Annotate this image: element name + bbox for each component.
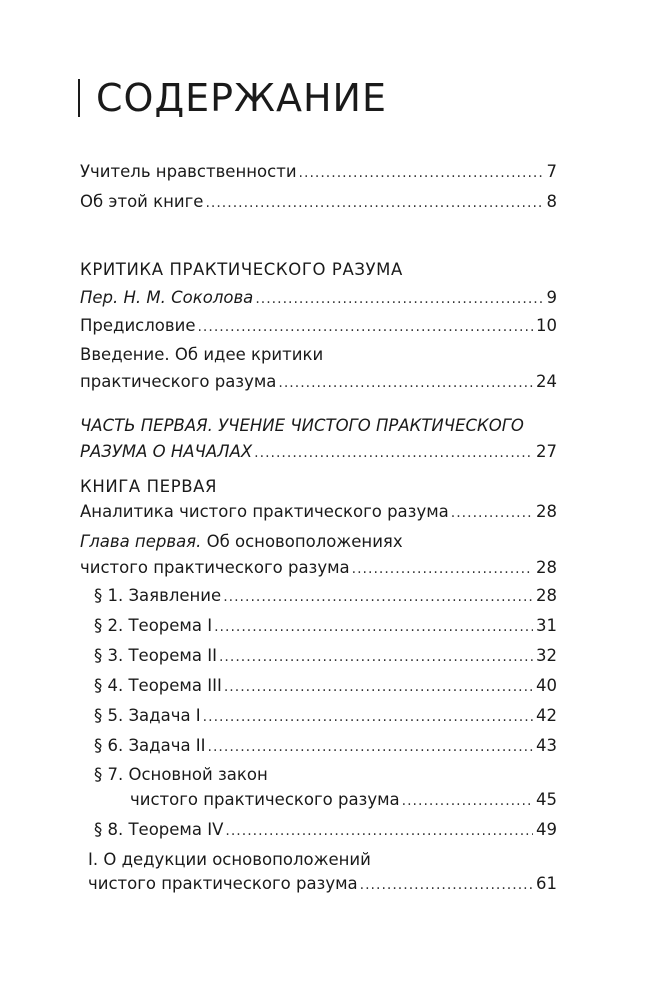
- toc-entry-page: 27: [536, 442, 557, 461]
- toc-entry-page: 28: [536, 558, 557, 577]
- toc-entry-title: практического разума: [80, 372, 277, 391]
- title-bar-divider: [78, 79, 80, 117]
- toc-entry-title: чистого практического разума: [80, 558, 350, 577]
- dot-leader: [203, 705, 533, 729]
- toc-entry-title: Учитель нравственности: [80, 162, 297, 181]
- toc-entry-title: Предисловие: [80, 316, 196, 335]
- section-heading-book-one: КНИГА ПЕРВАЯ: [80, 477, 218, 496]
- dot-leader: [254, 441, 533, 465]
- dot-leader: [208, 735, 533, 759]
- toc-entry-page: 28: [536, 502, 557, 521]
- dot-leader: [205, 191, 543, 215]
- toc-entry-title: Пер. Н. М. Соколова: [80, 288, 254, 307]
- dot-leader: [255, 287, 543, 311]
- dot-leader: [225, 819, 533, 843]
- dot-leader: [223, 585, 533, 609]
- page-title: [78, 68, 387, 128]
- toc-entry-title: РАЗУМА О НАЧАЛАХ: [80, 442, 253, 461]
- toc-entry-page: 8: [546, 192, 557, 211]
- dot-leader: [402, 789, 533, 813]
- chapter-title: Об основоположениях: [201, 532, 403, 551]
- toc-entry-page: 10: [536, 316, 557, 335]
- chapter-label: Глава первая.: [80, 532, 202, 551]
- dot-leader: [214, 615, 533, 639]
- toc-entry-title: § 1. Заявление: [94, 586, 222, 605]
- toc-entry-section-4[interactable]: [94, 674, 557, 698]
- toc-entry-title: § 2. Теорема I: [94, 616, 213, 635]
- toc-entry-page: 28: [536, 586, 557, 605]
- toc-entry-title: § 6. Задача II: [94, 736, 206, 755]
- toc-entry-introduction[interactable]: [80, 370, 557, 394]
- toc-entry-title: § 8. Теорема IV: [94, 820, 224, 839]
- toc-entry-translator[interactable]: [80, 286, 557, 310]
- toc-entry-introduction-line1[interactable]: Введение. Об идее критики: [80, 345, 324, 364]
- toc-entry-chapter-one-line1[interactable]: [80, 530, 557, 554]
- toc-entry-page: 45: [536, 790, 557, 809]
- page-title-text: СОДЕРЖАНИЕ: [96, 76, 387, 120]
- toc-entry-teacher-of-morality[interactable]: [80, 160, 557, 184]
- toc-entry-deduction-line1[interactable]: I. О дедукции основоположений: [88, 850, 371, 869]
- toc-entry-section-8[interactable]: [94, 818, 557, 842]
- dot-leader: [219, 645, 533, 669]
- toc-entry-chapter-one[interactable]: [80, 556, 557, 580]
- dot-leader: [451, 501, 533, 525]
- toc-entry-page: 31: [536, 616, 557, 635]
- toc-entry-title: Аналитика чистого практического разума: [80, 502, 449, 521]
- toc-entry-part-one-line1[interactable]: ЧАСТЬ ПЕРВАЯ. УЧЕНИЕ ЧИСТОГО ПРАКТИЧЕСКОГО: [80, 416, 524, 435]
- toc-entry-preface[interactable]: [80, 314, 557, 338]
- toc-entry-section-2[interactable]: [94, 614, 557, 638]
- toc-entry-page: 42: [536, 706, 557, 725]
- toc-entry-page: 40: [536, 676, 557, 695]
- toc-entry-title: § 3. Теорема II: [94, 646, 217, 665]
- dot-leader: [224, 675, 533, 699]
- toc-entry-about-book[interactable]: [80, 190, 557, 214]
- toc-entry-title: чистого практического разума: [130, 790, 400, 809]
- toc-entry-section-7[interactable]: [130, 788, 557, 812]
- toc-entry-section-5[interactable]: [94, 704, 557, 728]
- toc-entry-title: § 5. Задача I: [94, 706, 201, 725]
- toc-entry-page: 7: [546, 162, 557, 181]
- toc-entry-page: 49: [536, 820, 557, 839]
- toc-entry-page: 43: [536, 736, 557, 755]
- dot-leader: [278, 371, 533, 395]
- toc-entry-page: 24: [536, 372, 557, 391]
- dot-leader: [299, 161, 544, 185]
- toc-entry-title: чистого практического разума: [88, 874, 358, 893]
- toc-entry-page: 32: [536, 646, 557, 665]
- dot-leader: [197, 315, 533, 339]
- section-heading-critique: КРИТИКА ПРАКТИЧЕСКОГО РАЗУМА: [80, 260, 403, 279]
- toc-entry-section-3[interactable]: [94, 644, 557, 668]
- toc-entry-page: 61: [536, 874, 557, 893]
- toc-entry-analytic[interactable]: [80, 500, 557, 524]
- toc-entry-page: 9: [546, 288, 557, 307]
- toc-entry-title: Об этой книге: [80, 192, 204, 211]
- toc-entry-title: § 4. Теорема III: [94, 676, 222, 695]
- toc-entry-section-1[interactable]: [94, 584, 557, 608]
- toc-entry-deduction[interactable]: [88, 872, 557, 896]
- toc-entry-part-one[interactable]: [80, 440, 557, 464]
- toc-entry-section-6[interactable]: [94, 734, 557, 758]
- toc-entry-section-7-line1[interactable]: § 7. Основной закон: [94, 765, 268, 784]
- dot-leader: [360, 873, 533, 897]
- dot-leader: [352, 557, 533, 581]
